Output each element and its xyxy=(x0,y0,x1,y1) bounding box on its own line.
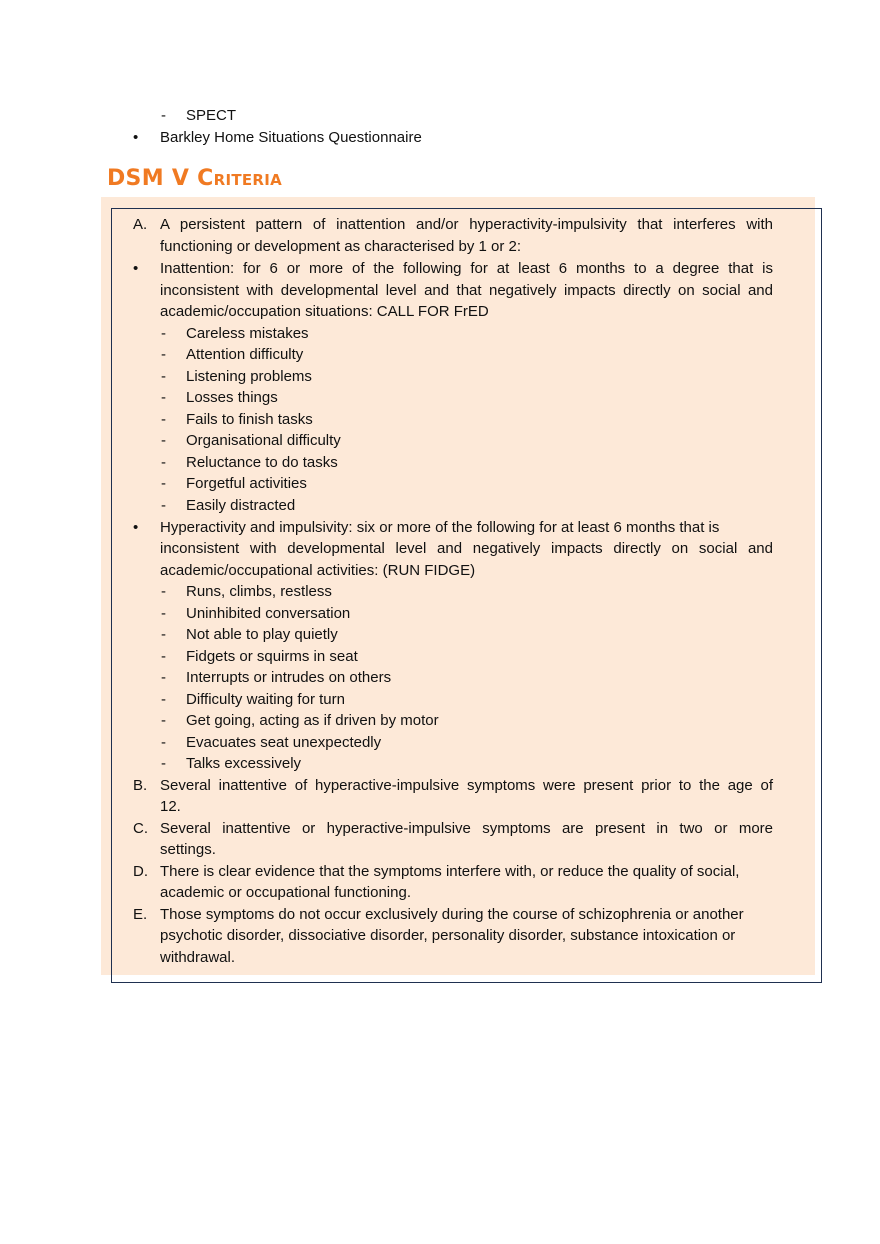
criterion-marker: D. xyxy=(133,863,148,880)
criterion-c-line2 xyxy=(0,839,880,861)
bullet-text: inconsistent with developmental level and negatively impacts directly on social and xyxy=(160,540,773,557)
list-item xyxy=(0,344,880,366)
dash-marker: - xyxy=(161,626,166,643)
list-item-text: Easily distracted xyxy=(186,497,296,514)
list-item-text: Forgetful activities xyxy=(186,475,307,492)
criterion-marker: C. xyxy=(133,820,148,837)
hyperactivity-line2 xyxy=(0,538,880,560)
dash-marker: - xyxy=(161,454,166,471)
dash-marker: - xyxy=(161,389,166,406)
criterion-b-line2 xyxy=(0,796,880,818)
dash-marker: - xyxy=(161,755,166,772)
criterion-a-line2 xyxy=(0,236,880,258)
dash-marker: - xyxy=(161,497,166,514)
bullet-marker: • xyxy=(133,519,139,536)
criterion-text: There is clear evidence that the symptoms interfere with, or reduce the quality of social, xyxy=(160,863,740,880)
list-item-text: Uninhibited conversation xyxy=(186,605,351,622)
list-item xyxy=(0,430,880,452)
criterion-text: settings. xyxy=(160,841,216,858)
list-item-text: Losses things xyxy=(186,389,278,406)
criterion-marker: E. xyxy=(133,906,148,923)
list-item xyxy=(0,323,880,345)
list-item-text: Fails to finish tasks xyxy=(186,411,313,428)
list-item xyxy=(0,452,880,474)
criterion-a xyxy=(0,214,880,236)
bullet-text: Hyperactivity and impulsivity: six or more of the following for at least 6 months that is xyxy=(160,519,720,536)
list-item-text: Not able to play quietly xyxy=(186,626,338,643)
bullet-marker: • xyxy=(133,129,139,146)
criterion-marker: A. xyxy=(133,216,148,233)
list-item xyxy=(0,732,880,754)
dash-marker: - xyxy=(161,368,166,385)
dash-marker: - xyxy=(161,712,166,729)
bullet-text: academic/occupation situations: CALL FOR FrED xyxy=(160,303,489,320)
list-item xyxy=(0,753,880,775)
list-item-text: Difficulty waiting for turn xyxy=(186,691,345,708)
list-item xyxy=(0,473,880,495)
criterion-b xyxy=(0,775,880,797)
section-heading: DSM V Criteria xyxy=(107,166,283,191)
hyperactivity-line3 xyxy=(0,560,880,582)
criterion-e-line3 xyxy=(0,947,880,969)
list-item xyxy=(0,409,880,431)
dash-marker: - xyxy=(161,346,166,363)
criterion-text: Those symptoms do not occur exclusively during the course of schizophrenia or another xyxy=(160,906,744,923)
list-item xyxy=(0,366,880,388)
criterion-c xyxy=(0,818,880,840)
bullet-text: Inattention: for 6 or more of the following for at least 6 months to a degree that is xyxy=(160,260,773,277)
list-item-text: Get going, acting as if driven by motor xyxy=(186,712,439,729)
list-item xyxy=(0,624,880,646)
bullet-text: inconsistent with developmental level and that negatively impacts directly on social and xyxy=(160,282,773,299)
list-item-text: Barkley Home Situations Questionnaire xyxy=(160,129,422,146)
list-item-barkley xyxy=(0,127,880,149)
dash-marker: - xyxy=(161,648,166,665)
list-item xyxy=(0,710,880,732)
criterion-text: Several inattentive of hyperactive-impulsive symptoms were present prior to the age of xyxy=(160,777,773,794)
hyperactivity-bullet xyxy=(0,517,880,539)
bullet-text: academic/occupational activities: (RUN FIDGE) xyxy=(160,562,476,579)
list-item-text: Interrupts or intrudes on others xyxy=(186,669,392,686)
list-item-text: Fidgets or squirms in seat xyxy=(186,648,358,665)
inattention-bullet xyxy=(0,258,880,280)
dash-marker: - xyxy=(161,605,166,622)
criterion-text: withdrawal. xyxy=(160,949,236,966)
list-item-spect xyxy=(0,105,880,127)
dash-marker: - xyxy=(161,734,166,751)
criterion-d-line2 xyxy=(0,882,880,904)
dash-marker: - xyxy=(161,411,166,428)
dash-marker: - xyxy=(161,691,166,708)
dash-marker: - xyxy=(161,107,166,124)
inattention-line3 xyxy=(0,301,880,323)
list-item xyxy=(0,495,880,517)
criterion-text: Several inattentive or hyperactive-impulsive symptoms are present in two or more xyxy=(160,820,773,837)
list-item xyxy=(0,667,880,689)
list-item-text: Talks excessively xyxy=(186,755,302,772)
dash-marker: - xyxy=(161,475,166,492)
criterion-marker: B. xyxy=(133,777,148,794)
list-item xyxy=(0,581,880,603)
list-item xyxy=(0,646,880,668)
list-item-text: Careless mistakes xyxy=(186,325,309,342)
list-item xyxy=(0,387,880,409)
criterion-d xyxy=(0,861,880,883)
list-item xyxy=(0,689,880,711)
dash-marker: - xyxy=(161,669,166,686)
list-item-text: Attention difficulty xyxy=(186,346,304,363)
dash-marker: - xyxy=(161,325,166,342)
dash-marker: - xyxy=(161,432,166,449)
list-item-text: Reluctance to do tasks xyxy=(186,454,338,471)
list-item xyxy=(0,603,880,625)
inattention-line2 xyxy=(0,280,880,302)
criterion-e-line2 xyxy=(0,925,880,947)
list-item-text: Runs, climbs, restless xyxy=(186,583,332,600)
criterion-text: 12. xyxy=(160,798,181,815)
criterion-text: functioning or development as characterised by 1 or 2: xyxy=(160,238,522,255)
list-item-text: SPECT xyxy=(186,107,237,124)
criterion-e xyxy=(0,904,880,926)
list-item-text: Listening problems xyxy=(186,368,312,385)
criterion-text: A persistent pattern of inattention and/or hyperactivity-impulsivity that interferes with xyxy=(160,216,773,233)
criterion-text: psychotic disorder, dissociative disorder, personality disorder, substance intoxication or xyxy=(160,927,736,944)
criterion-text: academic or occupational functioning. xyxy=(160,884,411,901)
dash-marker: - xyxy=(161,583,166,600)
bullet-marker: • xyxy=(133,260,139,277)
list-item-text: Organisational difficulty xyxy=(186,432,341,449)
list-item-text: Evacuates seat unexpectedly xyxy=(186,734,382,751)
